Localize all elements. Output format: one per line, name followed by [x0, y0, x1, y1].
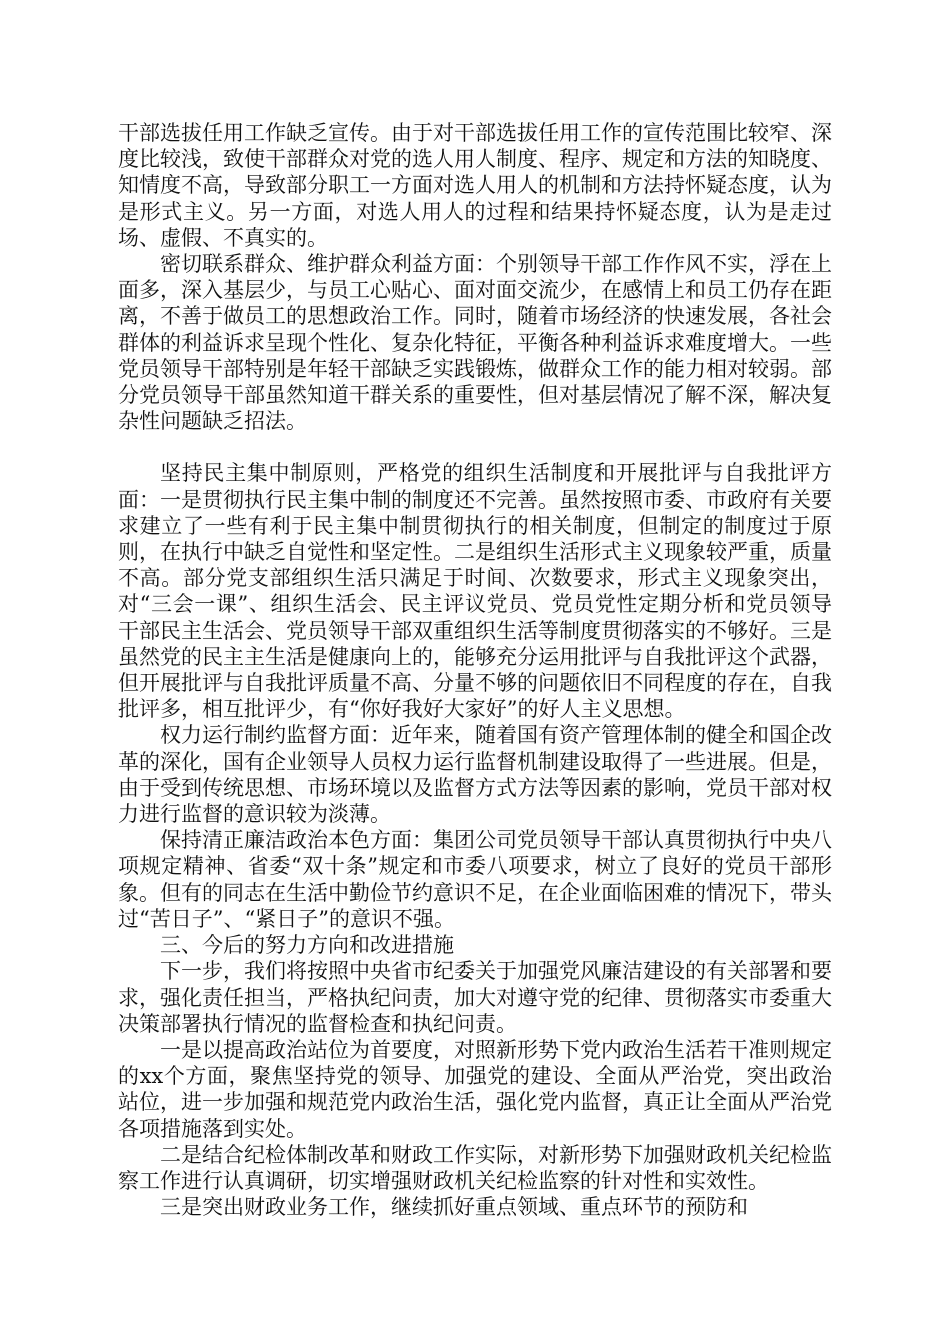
paragraph-next-steps: 下一步，我们将按照中央省市纪委关于加强党风廉洁建设的有关部署和要求，强化责任担当，严格执纪问责，加大对遵守党的纪律、贯彻落实市委重大决策部署执行情况的监督检查和执纪问责。	[118, 959, 832, 1036]
paragraph-measure-three: 三是突出财政业务工作，继续抓好重点领域、重点环节的预防和	[160, 1195, 748, 1220]
paragraph-measure-one: 一是以提高政治站位为首要度，对照新形势下党内政治生活若干准则规定的xx个方面，聚焦坚持党的领导、加强党的建设、全面从严治党，突出政治站位，进一步加强和规范党内政治生活，强化党内监督，真正让全面从严治党各项措施落到实处。	[118, 1037, 832, 1141]
section-heading-improvement-measures: 三、今后的努力方向和改进措施	[160, 933, 454, 958]
document-page	[118, 120, 832, 1220]
paragraph-integrity: 保持清正廉洁政治本色方面：集团公司党员领导干部认真贯彻执行中央八项规定精神、省委“双十条”规定和市委八项要求，树立了良好的党员干部形象。但有的同志在生活中勤俭节约意识不足，在企业面临困难的情况下，带头过“苦日子”、“紧日子”的意识不强。	[118, 828, 832, 931]
paragraph-gap	[118, 434, 832, 460]
paragraph-mass-line: 密切联系群众、维护群众利益方面：个别领导干部工作作风不实，浮在上面多，深入基层少，与员工心贴心、面对面交流少，在感情上和员工仍存在距离，不善于做员工的思想政治工作。同时，随着市场经济的快速发展，各社会群体的利益诉求呈现个性化、复杂化特征，平衡各种利益诉求难度增大。一些党员领导干部特别是年轻干部缺乏实践锻炼，做群众工作的能力相对较弱。部分党员领导干部虽然知道干群关系的重要性，但对基层情况了解不深，解决复杂性问题缺乏招法。	[118, 252, 832, 434]
paragraph-measure-two: 二是结合纪检体制改革和财政工作实际，对新形势下加强财政机关纪检监察工作进行认真调研，切实增强财政机关纪检监察的针对性和实效性。	[118, 1142, 832, 1193]
paragraph-democratic-centralism: 坚持民主集中制原则，严格党的组织生活制度和开展批评与自我批评方面：一是贯彻执行民主集中制的制度还不完善。虽然按照市委、市政府有关要求建立了一些有利于民主集中制贯彻执行的相关制度，但制定的制度过于原则，在执行中缺乏自觉性和坚定性。二是组织生活形式主义现象较严重，质量不高。部分党支部组织生活只满足于时间、次数要求，形式主义现象突出，对“三会一课”、组织生活会、民主评议党员、党员党性定期分析和党员领导干部民主生活会、党员领导干部双重组织生活等制度贯彻落实的不够好。三是虽然党的民主主生活是健康向上的，能够充分运用批评与自我批评这个武器，但开展批评与自我批评质量不高、分量不够的问题依旧不同程度的存在，自我批评多，相互批评少，有“你好我好大家好”的好人主义思想。	[118, 461, 832, 722]
paragraph-power-supervision: 权力运行制约监督方面：近年来，随着国有资产管理体制的健全和国企改革的深化，国有企业领导人员权力运行监督机制建设取得了一些进展。但是，由于受到传统思想、市场环境以及监督方式方法等因素的影响，党员干部对权力进行监督的意识较为淡薄。	[118, 723, 832, 827]
paragraph-cadre-selection-publicity: 干部选拔任用工作缺乏宣传。由于对干部选拔任用工作的宣传范围比较窄、深度比较浅，致使干部群众对党的选人用人制度、程序、规定和方法的知晓度、知情度不高，导致部分职工一方面对选人用人的机制和方法持怀疑态度，认为是形式主义。另一方面，对选人用人的过程和结果持怀疑态度，认为是走过场、虚假、不真实的。	[118, 121, 832, 250]
